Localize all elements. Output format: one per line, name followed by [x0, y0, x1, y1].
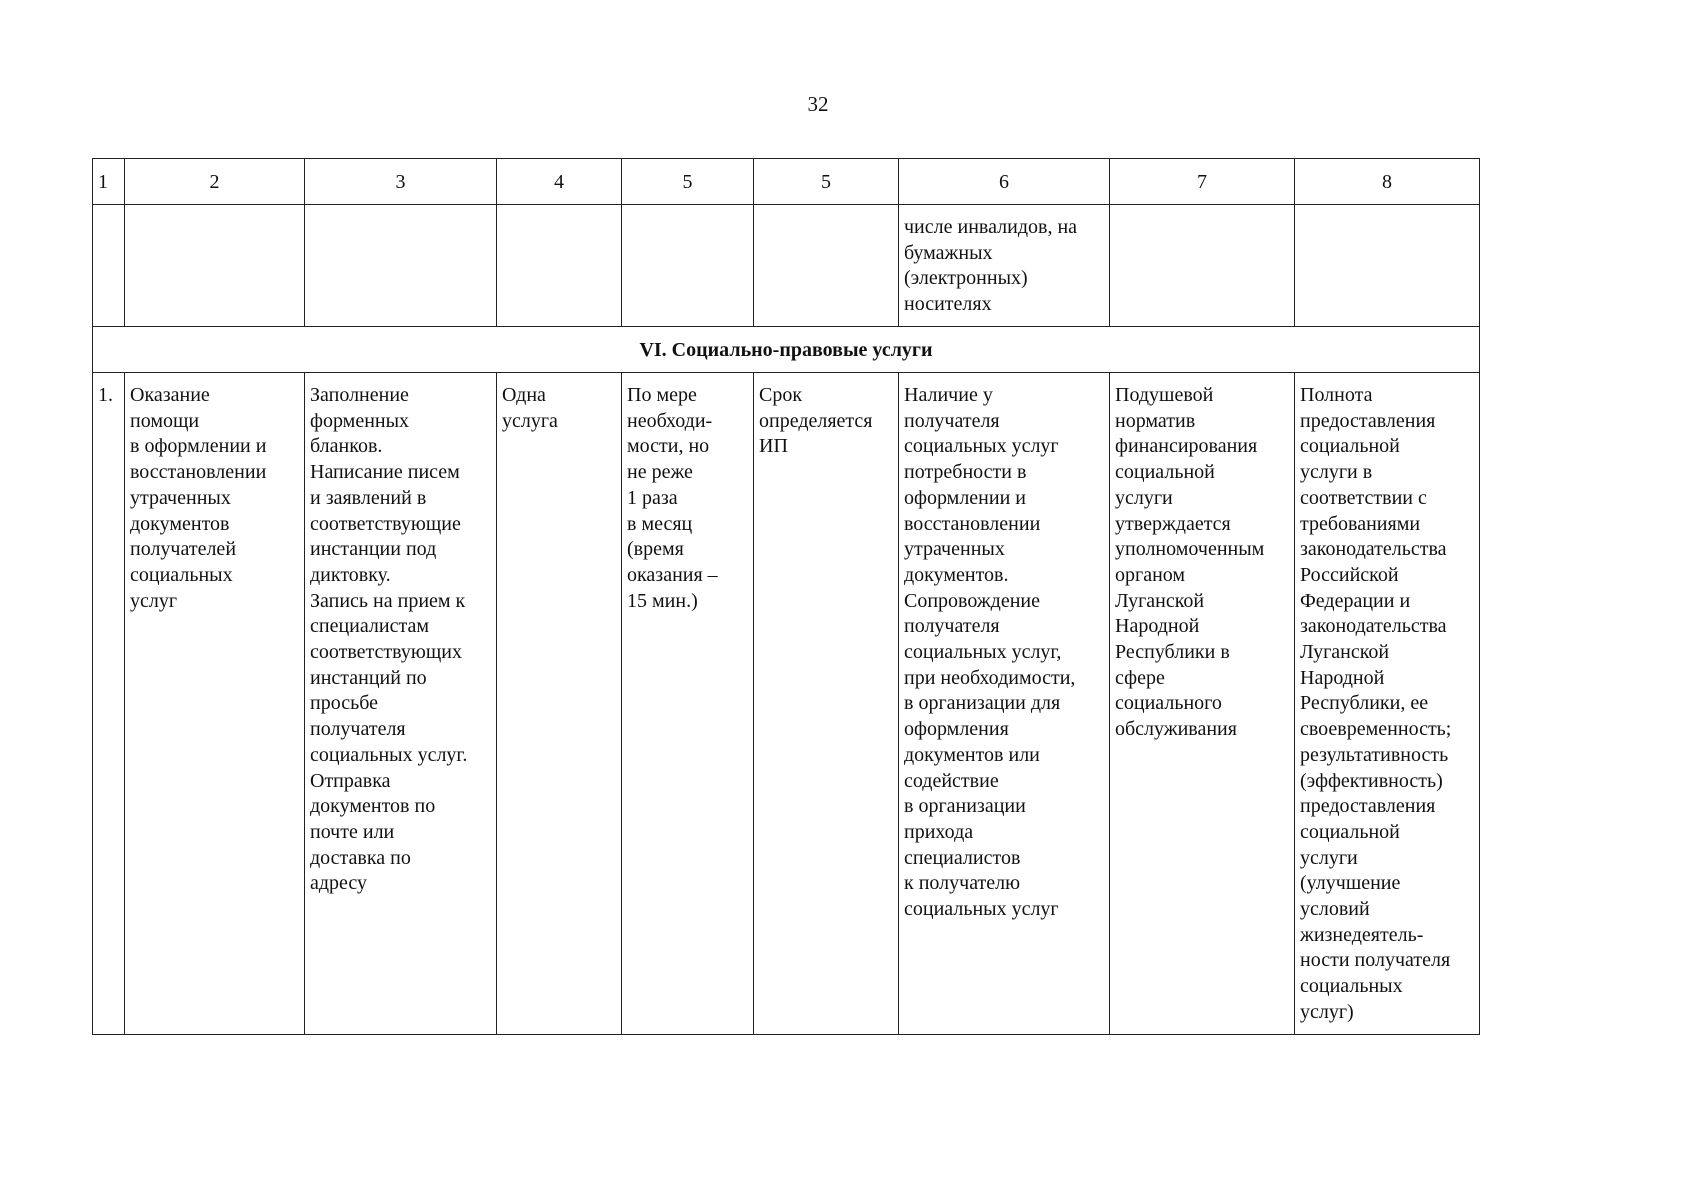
column-number-cell: 5: [622, 159, 754, 205]
service-unit-cell: Одна услуга: [497, 373, 622, 1035]
column-number-cell: 1: [93, 159, 125, 205]
table-cell: [1110, 205, 1295, 327]
column-number-cell: 3: [305, 159, 497, 205]
column-number-cell: 7: [1110, 159, 1295, 205]
continuation-row: [93, 205, 1480, 327]
page-number: 32: [807, 92, 829, 116]
service-funding-cell: Подушевой норматив финансирования социальной услуги утверждается уполномоченным органом Луганской Народной Республики в сфере социального обслуживания: [1110, 373, 1295, 1035]
section-heading-row: [93, 327, 1480, 373]
column-number-cell: 2: [125, 159, 305, 205]
table-cell: [1295, 205, 1480, 327]
table-cell: [497, 205, 622, 327]
service-term-cell: Срок определяется ИП: [754, 373, 899, 1035]
table-cell: [125, 205, 305, 327]
service-content-cell: Заполнение форменных бланков. Написание писем и заявлений в соответствующие инстанции под диктовку. Запись на прием к специалистам соответствующих инстанций по просьбе получателя социальных услуг. Отправка документов по почте или доставка по адресу: [305, 373, 497, 1035]
table-cell: [305, 205, 497, 327]
row-number-cell: 1.: [93, 373, 125, 1035]
service-name-cell: Оказание помощи в оформлении и восстановлении утраченных документов получателей социальных услуг: [125, 373, 305, 1035]
services-table: [92, 158, 1480, 1035]
table-cell: [93, 205, 125, 327]
column-number-cell: 4: [497, 159, 622, 205]
table-cell: [754, 205, 899, 327]
table-cell: [622, 205, 754, 327]
column-number-cell: 5: [754, 159, 899, 205]
section-title: VI. Социально-правовые услуги: [93, 327, 1480, 373]
table-row: [93, 373, 1480, 1035]
service-quality-cell: Полнота предоставления социальной услуги в соответствии с требованиями законодательства Российской Федерации и законодательства Луганской Народной Республики, ее своевременность; результативность (эффективность) предоставления социальной услуги (улучшение условий жизнедеятель- ности получателя социальных услуг): [1295, 373, 1480, 1035]
table-cell: числе инвалидов, на бумажных (электронных) носителях: [899, 205, 1110, 327]
service-frequency-cell: По мере необходи- мости, но не реже 1 раза в месяц (время оказания – 15 мин.): [622, 373, 754, 1035]
service-conditions-cell: Наличие у получателя социальных услуг потребности в оформлении и восстановлении утраченных документов. Сопровождение получателя социальных услуг, при необходимости, в организации для оформления документов или содействие в организации прихода специалистов к получателю социальных услуг: [899, 373, 1110, 1035]
column-number-row: [93, 159, 1480, 205]
column-number-cell: 8: [1295, 159, 1480, 205]
column-number-cell: 6: [899, 159, 1110, 205]
